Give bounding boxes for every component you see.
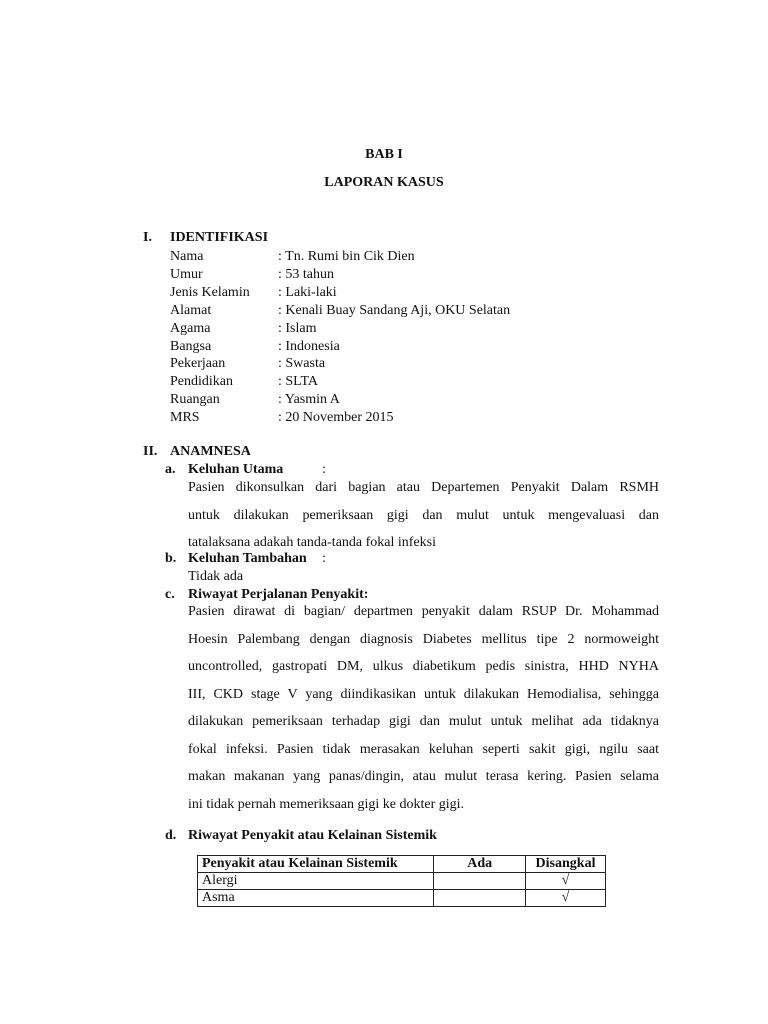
- section-1-title: IDENTIFIKASI: [170, 230, 269, 245]
- table-cell: Asma: [198, 890, 434, 907]
- table-header: Ada: [434, 856, 526, 873]
- item-d-title: Riwayat Penyakit atau Kelainan Sistemik: [188, 828, 437, 843]
- table-cell: √: [526, 873, 606, 890]
- table-header: Disangkal: [526, 856, 606, 873]
- section-2-title: ANAMNESA: [170, 444, 251, 459]
- item-a-letter: a.: [165, 462, 176, 477]
- item-b-colon: :: [322, 551, 326, 566]
- report-title: LAPORAN KASUS: [324, 175, 444, 190]
- table-cell: [434, 890, 526, 907]
- chief-complaint-text: Pasien dikonsulkan dari bagian atau Departemen Penyakit Dalam RSMH untuk dilakukan pemeriksaan gigi dan mulut untuk mengevaluasi dan tatalaksana adakah tanda-tanda fokal infeksi: [188, 480, 659, 550]
- section-2-number: II.: [143, 444, 158, 459]
- table-header-row: [198, 856, 606, 873]
- table-cell: √: [526, 890, 606, 907]
- item-d-letter: d.: [165, 828, 177, 843]
- table-cell: Alergi: [198, 873, 434, 890]
- item-a-title: Keluhan Utama: [188, 462, 284, 477]
- item-b-letter: b.: [165, 551, 177, 566]
- item-b-title: Keluhan Tambahan: [188, 551, 307, 566]
- item-c-title: Riwayat Perjalanan Penyakit:: [188, 587, 369, 602]
- item-a-colon: :: [322, 462, 326, 477]
- document-page: BAB I LAPORAN KASUS I. IDENTIFIKASI Nama : Tn. Rumi bin Cik Dien Umur : 53 tahun Jenis Kelamin : Laki-laki Alamat : Kenali Buay Sandang Aji, OKU Selatan Agama : Islam Bangsa : Indonesia Pekerjaan : Swasta Pendidikan : SLTA Ruangan : Yasmin A MRS : 20 November 2015 II. ANAMNESA a. Keluhan Utama : Pasien dikonsulkan dari bagian atau Departemen Penyakit Dalam RSMH untuk dilakukan pemeriksaan gigi dan mulut untuk mengevaluasi dan tatalaksana adakah tanda-tanda fokal infeksi b. Keluhan Tambahan : Tidak ada c. Riwayat Perjalanan Penyakit: Pasien dirawat di bagian/ departmen penyakit dalam RSUP Dr. Mohammad Hoesin Palembang dengan diagnosis Diabetes mellitus tipe 2 normoweight uncontrolled, gastropati DM, ulkus diabetikum pedis sinistra, HHD NYHA III, CKD stage V yang diindikasikan untuk dilakukan Hemodialisa, sehingga dilakukan pemeriksaan terhadap gigi dan mulut untuk melihat ada tidaknya fokal infeksi. Pasien tidak merasakan keluhan seperti sakit gigi, ngilu saat makan makanan yang panas/dingin, atau mulut terasa kering. Pasien selama ini tidak pernah memeriksaan gigi ke dokter gigi. d. Riwayat Penyakit atau Kelainan Sistemik Penyakit atau Kelainan Sistemik Ada Disangkal Alergi √ Asma √: [0, 0, 768, 1024]
- item-c-letter: c.: [165, 587, 175, 602]
- table-cell: [434, 873, 526, 890]
- disease-history-text: Pasien dirawat di bagian/ departmen penyakit dalam RSUP Dr. Mohammad Hoesin Palembang dengan diagnosis Diabetes mellitus tipe 2 normoweight uncontrolled, gastropati DM, ulkus diabetikum pedis sinistra, HHD NYHA III, CKD stage V yang diindikasikan untuk dilakukan Hemodialisa, sehingga dilakukan pemeriksaan terhadap gigi dan mulut untuk melihat ada tidaknya fokal infeksi. Pasien tidak merasakan keluhan seperti sakit gigi, ngilu saat makan makanan yang panas/dingin, atau mulut terasa kering. Pasien selama ini tidak pernah memeriksaan gigi ke dokter gigi.: [188, 604, 659, 812]
- additional-complaint-text: Tidak ada: [188, 569, 244, 584]
- systemic-disease-table: [197, 855, 606, 907]
- table-header: Penyakit atau Kelainan Sistemik: [198, 856, 434, 873]
- section-1-number: I.: [143, 230, 152, 245]
- table-row: [198, 890, 606, 907]
- chapter-heading: BAB I: [365, 147, 403, 162]
- table-row: [198, 873, 606, 890]
